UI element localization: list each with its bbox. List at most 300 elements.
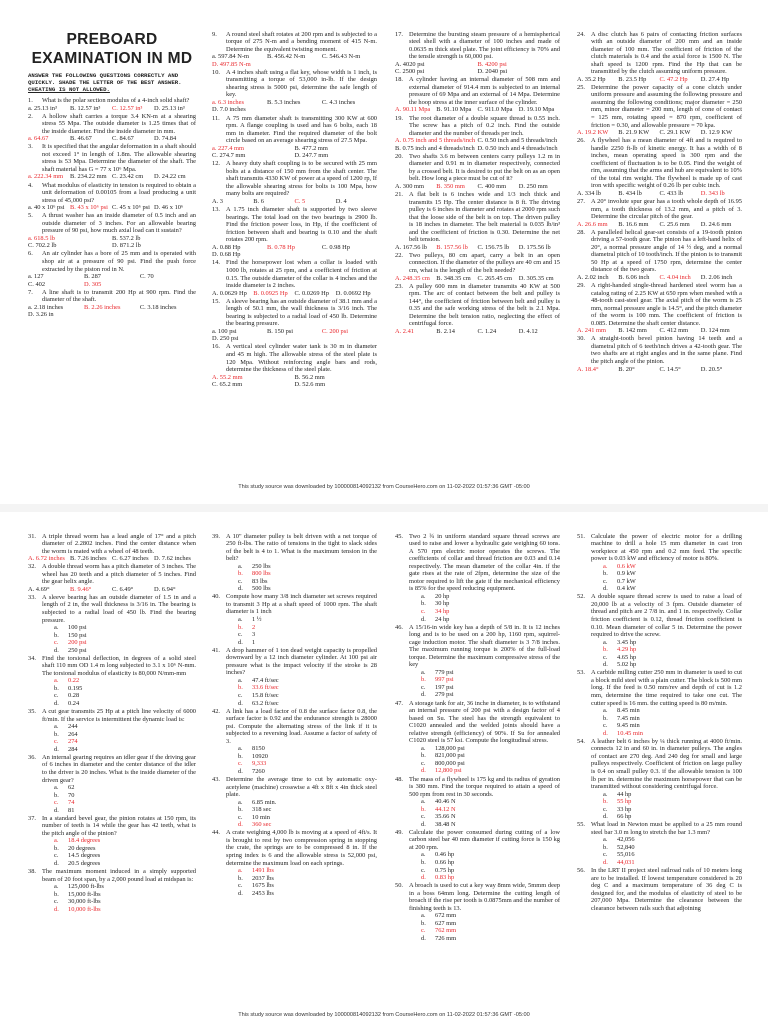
correct-answer-choice[interactable]: A. 18.4° (577, 365, 599, 373)
answer-choice[interactable] (238, 745, 377, 753)
correct-answer-choice[interactable] (421, 676, 560, 684)
correct-answer-choice[interactable]: D. 497.85 N-m (212, 60, 251, 68)
answer-choice[interactable]: a. 127 (28, 273, 44, 281)
correct-answer-choice[interactable]: B. 0.78 Hp (266, 243, 295, 251)
question-number: 30. (577, 335, 585, 343)
answer-choice[interactable] (238, 768, 377, 776)
correct-answer-choice[interactable]: A. 55.2 mm (212, 373, 243, 381)
answer-choice[interactable] (421, 600, 560, 608)
correct-answer-choice[interactable]: A. 26.6 mm (577, 220, 608, 228)
answer-choice[interactable]: C. 433 lb (659, 189, 684, 197)
correct-answer-choice[interactable] (238, 821, 377, 829)
answer-choice[interactable] (238, 890, 377, 898)
answer-choice[interactable]: C. 4.3 inches (321, 98, 356, 106)
answer-choice[interactable]: B. 348.35 cm (436, 274, 471, 282)
correct-answer-choice[interactable]: a. 64.67 (28, 135, 49, 143)
answer-choice[interactable] (603, 791, 742, 799)
answer-choice[interactable]: D. 124 mm (700, 327, 730, 335)
answer-choice[interactable]: B. 6 (253, 198, 264, 206)
question-number: 50. (395, 882, 403, 890)
page1-column-4 (577, 30, 742, 480)
answer-choice[interactable]: C. 1.24 (477, 327, 497, 335)
answer-choice[interactable]: B. 46.67 (70, 135, 92, 143)
answer-choice[interactable] (603, 722, 742, 730)
correct-answer-choice[interactable] (603, 730, 742, 738)
choice-text: 5.02 hp (617, 661, 637, 669)
answer-choice[interactable]: a. 597.84 N-m (212, 53, 249, 61)
answer-choice[interactable]: C. 0.0269 Hp (294, 289, 329, 297)
choice-letter: a. (603, 790, 608, 798)
question-number: 53. (577, 669, 585, 677)
answer-choice[interactable]: D. 46 x 10⁶ (154, 204, 184, 212)
correct-answer-choice[interactable]: C. 5 (294, 198, 306, 206)
answer-choice[interactable]: B. 287 (83, 273, 101, 281)
answer-choice[interactable] (238, 585, 377, 593)
answer-choice[interactable] (238, 814, 377, 822)
page-separator (0, 504, 768, 512)
answer-choice[interactable] (603, 578, 742, 586)
answer-choice[interactable]: D. 247.7 mm (294, 152, 329, 160)
correct-answer-choice[interactable]: a. 227.4 mm (212, 144, 244, 152)
answer-choice[interactable] (54, 852, 196, 860)
answer-choice[interactable] (54, 685, 196, 693)
question-text: A cylinder having an internal diameter of 508 mm and external diameter of 914.4 mm is subjected to an internal pressure of 69 Mpa and an external of 14 Mpa. Determine the hoop stress at the inner surface of the cylinder. (409, 76, 560, 106)
answer-choice[interactable]: C. 911.0 Mpa (477, 106, 513, 114)
correct-answer-choice[interactable] (54, 837, 196, 845)
answer-choice[interactable]: B. 434 lb (618, 189, 642, 197)
question-number: 35. (28, 708, 36, 716)
choice-text: 318 sec (252, 806, 272, 814)
question-item (212, 829, 377, 897)
answer-choice[interactable]: C. 274.7 mm (212, 152, 246, 160)
answer-choice[interactable]: D. 175.56 lb (518, 243, 551, 251)
answer-choice[interactable] (421, 593, 560, 601)
answer-choice[interactable]: B. 537.2 lb (112, 234, 141, 242)
answer-choice[interactable] (603, 836, 742, 844)
correct-answer-choice[interactable]: B. 2.26 inches (83, 303, 121, 311)
answer-choice[interactable]: C. 23.42 cm (112, 173, 144, 181)
correct-answer-choice[interactable]: D. 343 lb (700, 189, 725, 197)
answer-choice[interactable] (238, 616, 377, 624)
choice-text: 10.45 min (617, 729, 643, 737)
question-item (577, 738, 742, 821)
answer-choice[interactable] (421, 752, 560, 760)
answer-choice[interactable]: A. 0.0629 Hp (212, 289, 247, 297)
choice-text: 14.5 degrees (68, 852, 101, 860)
answer-choice[interactable]: C. 0.98 Hp (321, 243, 350, 251)
choice-text: 1675 lbs (252, 882, 274, 890)
answer-choice[interactable] (54, 845, 196, 853)
correct-answer-choice[interactable] (421, 927, 560, 935)
answer-choice[interactable]: C. 2500 psi (395, 68, 425, 76)
correct-answer-choice[interactable]: A. 2.41 (395, 327, 414, 335)
answer-choice[interactable]: D. 4 (335, 198, 347, 206)
answer-choice[interactable]: B. 0.75 inch and 4 threads/inch (395, 144, 475, 152)
answer-choice[interactable]: B. 142 mm (618, 327, 647, 335)
answer-choice[interactable] (54, 692, 196, 700)
correct-answer-choice[interactable] (421, 767, 560, 775)
choice-text: 0.195 (68, 684, 83, 692)
answer-choice[interactable]: C. 156.75 lb (477, 243, 510, 251)
answer-choice[interactable]: C. 402 (28, 280, 46, 288)
choice-letter: d. (54, 806, 59, 814)
question-text: A vertical steel cylinder water tank is 30 m in diameter and 45 m high. The allowable stress of the steel plate is 120 Mpa. Without reinforcing angle bars and rods, determine the thickness of the steel plate. (226, 343, 377, 374)
answer-choice[interactable] (421, 798, 560, 806)
answer-choice[interactable]: C. 70 (139, 273, 154, 281)
answer-choice[interactable] (54, 784, 196, 792)
correct-answer-choice[interactable]: a. 6.3 inches (212, 98, 244, 106)
question-number: 43. (212, 776, 220, 783)
choice-letter: a. (54, 784, 59, 792)
answer-choice[interactable] (238, 639, 377, 647)
answer-choice[interactable] (54, 723, 196, 731)
answer-choice[interactable] (421, 691, 560, 699)
question-text: A double square thread screw is used to raise a load of 20,000 lb at a velocity of 3 fpm. Outside diameter of thread and pitch are 2 7/8 in. and 1 in. respectively. Collar friction coefficient is 0.12, thread friction coefficient is 0.10. Mean diameter of collar 5 in. Determine the power required to drive the screw. (591, 593, 742, 639)
answer-choice[interactable]: D. 12.9 KW (700, 129, 732, 137)
answer-choice[interactable]: D. 0.0692 Hp (335, 289, 371, 297)
answer-choice[interactable]: B. 12.57 in³ (70, 104, 101, 112)
answer-choice[interactable] (603, 851, 742, 859)
answer-choice[interactable] (421, 935, 560, 943)
answer-choice[interactable] (603, 661, 742, 669)
answer-choice[interactable] (603, 813, 742, 821)
choice-letter: d. (603, 729, 608, 737)
choice-letter: d. (603, 813, 608, 821)
answer-choice[interactable] (238, 799, 377, 807)
answer-choice[interactable] (238, 631, 377, 639)
answer-choice[interactable]: B. 234.22 mm (70, 173, 107, 181)
answer-choice[interactable] (238, 753, 377, 761)
answer-choice[interactable]: a. 40 x 10⁶ psi (28, 204, 65, 212)
answer-choice[interactable] (54, 807, 196, 815)
question-item (212, 593, 377, 646)
answer-choice[interactable]: A. 3 (212, 198, 224, 206)
answer-choice[interactable]: A. 334 lb (577, 189, 601, 197)
correct-answer-choice[interactable] (238, 570, 377, 578)
correct-answer-choice[interactable]: A. 248.35 cm (395, 274, 430, 282)
answer-choice[interactable]: C. 45 x 10⁶ psi (112, 204, 150, 212)
choice-letter: b. (603, 798, 608, 806)
choice-text: 24 hp (435, 615, 450, 623)
question-item (28, 815, 196, 868)
answer-choice[interactable] (238, 563, 377, 571)
answer-choice[interactable] (421, 821, 560, 829)
choice-text: 0.28 (68, 692, 80, 700)
question-text: Compute how many 3/8 inch diameter set screws required to transmit 3 Hp at a shaft speed of 1000 rpm. The shaft diameter is 1 inch (226, 593, 377, 616)
choice-letter: a. (421, 798, 426, 806)
answer-choice[interactable]: D. 52.6 mm (294, 381, 326, 389)
choice-text: 33 hp (617, 805, 632, 813)
question-text: A round steel shaft rotates at 200 rpm and is subjected to a torque of 275 N-m and a bending moment of 415 N-m. Determine the equivalent twisting moment. (226, 30, 377, 53)
answer-choice[interactable]: B. 150 psi (266, 327, 294, 335)
choice-letter: b. (54, 684, 59, 692)
answer-choice[interactable]: B. 20° (618, 365, 635, 373)
answer-choice[interactable]: D. 24.6 mm (700, 220, 732, 228)
answer-choice[interactable] (54, 898, 196, 906)
question-number: 27. (577, 198, 585, 206)
answer-choice[interactable] (54, 700, 196, 708)
correct-answer-choice[interactable] (54, 799, 196, 807)
answer-choice[interactable]: C. 6.27 inches (112, 555, 149, 563)
answer-choice[interactable] (603, 585, 742, 593)
answer-choice[interactable]: D. 2040 psi (477, 68, 508, 76)
choice-letter: d. (238, 767, 243, 775)
answer-choice[interactable] (603, 707, 742, 715)
answer-choice[interactable]: C. 546.43 N-m (321, 53, 361, 61)
answer-choice[interactable]: C. 702.2 lb (28, 242, 57, 250)
question-number: 32. (28, 563, 36, 571)
question-text: What load in Newton must be applied to a 25 mm round steel bar 3.0 m long to stretch the bar 1.3 mm? (591, 821, 742, 836)
correct-answer-choice[interactable]: A. 6.72 inches (28, 555, 65, 563)
question-number: 11. (212, 114, 220, 122)
answer-choice[interactable]: B. 21.9 KW (618, 129, 650, 137)
answer-choice[interactable] (603, 570, 742, 578)
correct-answer-choice[interactable] (421, 608, 560, 616)
correct-answer-choice[interactable] (603, 563, 742, 571)
correct-answer-choice[interactable]: A. 241 mm (577, 327, 606, 335)
answer-choice[interactable] (54, 891, 196, 899)
answer-choice[interactable] (421, 867, 560, 875)
choice-letter: b. (421, 600, 426, 608)
answer-choice[interactable]: C. 65.2 mm (212, 381, 243, 389)
answer-choice[interactable] (238, 578, 377, 586)
correct-answer-choice[interactable] (238, 867, 377, 875)
choice-text: 6.85 min. (252, 798, 277, 806)
answer-choice[interactable] (54, 647, 196, 655)
answer-choice[interactable] (421, 859, 560, 867)
choice-letter: c. (603, 653, 608, 661)
correct-answer-choice[interactable]: C. 200 psi (321, 327, 348, 335)
answer-choice[interactable] (421, 669, 560, 677)
choice-text: 70 (68, 791, 75, 799)
question-text: A straight-tooth bevel pinion having 14 teeth and a diametral pitch of 6 teeth/inch drives a 42-tooth gear. The two shafts are at right angles and in the same plane. Find the pitch angle of the pinion. (591, 335, 742, 366)
question-item (395, 533, 560, 624)
question-number: 49. (395, 828, 403, 836)
answer-choice[interactable] (238, 692, 377, 700)
question-number: 33. (28, 593, 36, 601)
answer-choice[interactable]: B. 23.5 Hp (618, 75, 647, 83)
answer-choice[interactable] (421, 745, 560, 753)
answer-choice[interactable] (54, 746, 196, 754)
answer-choice[interactable]: C. 265.45 cm (477, 274, 512, 282)
choice-text: 42,056 (617, 836, 635, 844)
choice-letter: a. (54, 723, 59, 731)
correct-answer-choice[interactable]: B. 350 mm (436, 182, 465, 190)
answer-choice[interactable]: B. 16.6 mm (618, 220, 649, 228)
answer-choice[interactable]: D. 6.94° (154, 585, 176, 593)
correct-answer-choice[interactable] (54, 677, 196, 685)
choice-text: 264 (68, 730, 78, 738)
answer-choice[interactable]: D. 250 psi (212, 335, 239, 343)
answer-choice[interactable] (54, 624, 196, 632)
correct-answer-choice[interactable]: B. 9.46° (70, 585, 92, 593)
correct-answer-choice[interactable] (54, 639, 196, 647)
question-item (28, 113, 196, 143)
choice-text: 250 psi (68, 646, 87, 654)
answer-choice[interactable]: B. 2.14 (436, 327, 455, 335)
answer-choice[interactable] (54, 632, 196, 640)
correct-answer-choice[interactable]: C. 4.04 inch (659, 274, 691, 281)
correct-answer-choice[interactable]: D. 305 (83, 280, 102, 288)
answer-choice[interactable]: A. 4.69° (28, 585, 50, 593)
choice-letter: b. (54, 631, 59, 639)
correct-answer-choice[interactable]: a. 222.34 mm (28, 173, 64, 181)
correct-answer-choice[interactable] (238, 760, 377, 768)
correct-answer-choice[interactable]: B. 0.0925 Hp (253, 289, 288, 297)
answer-choice[interactable] (603, 654, 742, 662)
correct-answer-choice[interactable] (603, 646, 742, 654)
correct-answer-choice[interactable]: B. 43 x 10⁶ psi (70, 204, 108, 212)
answer-choice[interactable]: D. 250 mm (518, 182, 548, 190)
answer-choice[interactable]: C. 400 mm (477, 182, 507, 190)
answer-choice[interactable] (54, 860, 196, 868)
choice-text: 52,840 (617, 843, 635, 851)
answer-choice[interactable] (421, 851, 560, 859)
answer-choice[interactable]: C. 3.18 inches (139, 303, 177, 311)
answer-choice[interactable]: B. 91.10 Mpa (436, 106, 472, 114)
question-text: In a standard bevel gear, the pinion rotates at 150 rpm, its number of teeth is 14 while the gear has 42 teeth, what is the pitch angle of the pinion? (42, 814, 196, 837)
choice-text: 30 hp (435, 600, 450, 608)
answer-choice[interactable]: B. 477.2 mm (294, 144, 328, 152)
instructions: ANSWER THE FOLLOWING QUESTIONS CORRECTLY AND QUICKLY. SHADE THE LETTER OF THE BEST ANSWER. CHEATING IS NOT ALLOWED. (28, 72, 182, 93)
choice-letter: d. (421, 691, 426, 699)
answer-choice[interactable]: A. 0.88 Hp (212, 243, 241, 251)
choice-letter: c. (603, 722, 608, 730)
answer-choice[interactable]: B. 456.42 N-m (266, 53, 306, 61)
correct-answer-choice[interactable] (421, 806, 560, 814)
question-text: A cut gear transmits 25 Hp at a pitch line velocity of 6000 ft/min. If the service is intermittent the dynamic load is: (42, 708, 196, 723)
answer-choice[interactable]: D. 871.2 lb (112, 242, 141, 250)
answer-choice[interactable] (421, 684, 560, 692)
correct-answer-choice[interactable] (603, 798, 742, 806)
answer-choice[interactable]: a. 100 psi (212, 327, 237, 335)
choice-text: 83 lbs (252, 577, 268, 585)
answer-choice[interactable]: B. 56.2 mm (294, 373, 325, 381)
answer-choice[interactable]: C. 6.49° (112, 585, 134, 593)
answer-choice[interactable]: a. 2.18 inches (28, 303, 64, 311)
choice-letter: b. (238, 874, 243, 882)
correct-answer-choice[interactable]: B. 157.56 lb (436, 243, 468, 251)
question-number: 16. (212, 343, 220, 351)
answer-choice[interactable]: D. 7.0 inches (212, 106, 246, 114)
answer-choice[interactable]: C. 14.5° (659, 365, 681, 373)
answer-choice[interactable]: D. 19.10 Mpa (518, 106, 555, 114)
answer-choice[interactable]: D. 20.5° (700, 365, 723, 373)
correct-answer-choice[interactable]: B. 4200 psi (477, 60, 507, 68)
answer-choice[interactable]: D. 0.50 inch and 4 threads/inch (477, 144, 558, 152)
answer-choice[interactable]: C. 0.50 inch and 5 threads/inch (477, 137, 558, 145)
answer-choice[interactable]: a. 25.13 in³ (28, 104, 57, 112)
answer-choice[interactable]: A. 35.2 Hp (577, 75, 606, 83)
choice-letter: c. (603, 851, 608, 859)
answer-choice[interactable]: C. 29.1 KW (659, 129, 691, 137)
answer-choice[interactable] (54, 792, 196, 800)
choice-text: 150 psi (68, 631, 87, 639)
answer-choice[interactable] (421, 813, 560, 821)
answer-choice[interactable] (421, 912, 560, 920)
answer-choice[interactable]: C. 84.67 (112, 135, 134, 143)
answer-choice[interactable] (238, 806, 377, 814)
answer-choice[interactable]: D. 74.84 (154, 135, 177, 143)
choice-letter: d. (421, 767, 426, 775)
question-text: The root diameter of a double square thread is 0.55 inch. The screw has a pitch of 0.2 inch. Find the outside diameter and the number of threads per inch. (409, 114, 560, 137)
correct-answer-choice[interactable]: A. 0.75 inch and 5 threads/inch (395, 137, 476, 145)
answer-choice[interactable] (603, 639, 742, 647)
answer-choice[interactable]: B. 7.26 inches (70, 555, 107, 563)
answer-choice[interactable]: D. 4.12 (518, 327, 538, 335)
choice-text: 8150 (252, 745, 265, 753)
choice-letter: b. (603, 714, 608, 722)
choice-text: 997 psi (435, 676, 454, 684)
correct-answer-choice[interactable]: A. 90.11 Mpa (395, 106, 431, 114)
answer-choice[interactable]: D. 27.4 Hp (700, 75, 730, 83)
correct-answer-choice[interactable] (421, 874, 560, 882)
answer-choice[interactable] (238, 677, 377, 685)
correct-answer-choice[interactable]: C. 12.57 in³ (112, 104, 143, 112)
choice-text: 0.6 kW (617, 562, 636, 570)
answer-choice[interactable]: A. 167.56 lb (395, 243, 427, 251)
answer-choice[interactable]: C. 25.6 mm (659, 220, 690, 228)
answer-choice[interactable]: D. 25.13 in³ (154, 104, 185, 112)
correct-answer-choice[interactable] (54, 738, 196, 746)
answer-choice[interactable] (238, 882, 377, 890)
answer-choice[interactable] (421, 760, 560, 768)
question-number: 45. (395, 532, 403, 540)
question-text: A heavy duty shaft coupling is to be secured with 25 mm bolts at a distance of 150 mm from the shaft center. The shaft transmits 4330 KW of power at a speed of 1200 rp, If the allowable shearing stress for bolts is 100 Mpa, how many bolts are required? (226, 160, 377, 198)
answer-choice[interactable]: D. 305.35 cm (518, 274, 554, 282)
answer-choice[interactable] (603, 715, 742, 723)
correct-answer-choice[interactable] (238, 684, 377, 692)
question-number: 37. (28, 814, 36, 822)
answer-choice[interactable]: A. 2.02 inch (577, 274, 609, 281)
correct-answer-choice[interactable]: C. 47.2 Hp (659, 75, 688, 83)
answer-choice[interactable]: A. 300 mm (395, 182, 424, 190)
correct-answer-choice[interactable]: A. 19.2 KW (577, 129, 609, 137)
question-item (577, 31, 742, 84)
correct-answer-choice[interactable] (238, 624, 377, 632)
correct-answer-choice[interactable] (54, 906, 196, 914)
correct-answer-choice[interactable]: a. 618.5 lb (28, 234, 55, 242)
choice-letter: a. (238, 562, 243, 570)
answer-choice[interactable] (603, 844, 742, 852)
answer-choice[interactable] (54, 731, 196, 739)
answer-choice[interactable] (603, 806, 742, 814)
choice-letter: c. (421, 927, 426, 935)
question-number: 24. (577, 30, 585, 38)
answer-choice[interactable]: D. 0.68 Hp (212, 251, 241, 259)
question-number: 15. (212, 297, 220, 305)
answer-choice[interactable] (238, 875, 377, 883)
answer-choice[interactable]: D. 7.62 inches (154, 555, 191, 563)
answer-choice[interactable]: A. 4020 psi (395, 60, 425, 68)
question-number: 13. (212, 206, 220, 214)
answer-choice[interactable] (54, 883, 196, 891)
choice-letter: d. (238, 699, 243, 707)
answer-choice[interactable]: B. 5.3 inches (266, 98, 301, 106)
answer-choice[interactable]: D. 2.06 inch (700, 274, 733, 281)
choice-letter: b. (421, 676, 426, 684)
choice-text: 8.45 min (617, 707, 640, 715)
question-item (395, 624, 560, 699)
answer-choice[interactable]: C. 412 mm (659, 327, 689, 335)
answer-choice[interactable]: D. 3.26 in (28, 311, 54, 319)
answer-choice[interactable]: D. 24.22 cm (154, 173, 186, 181)
correct-answer-choice[interactable] (603, 859, 742, 867)
answer-choice[interactable]: B. 6.06 inch (618, 274, 650, 281)
answer-choice[interactable] (421, 616, 560, 624)
answer-choice[interactable] (238, 700, 377, 708)
answer-choice[interactable] (421, 920, 560, 928)
